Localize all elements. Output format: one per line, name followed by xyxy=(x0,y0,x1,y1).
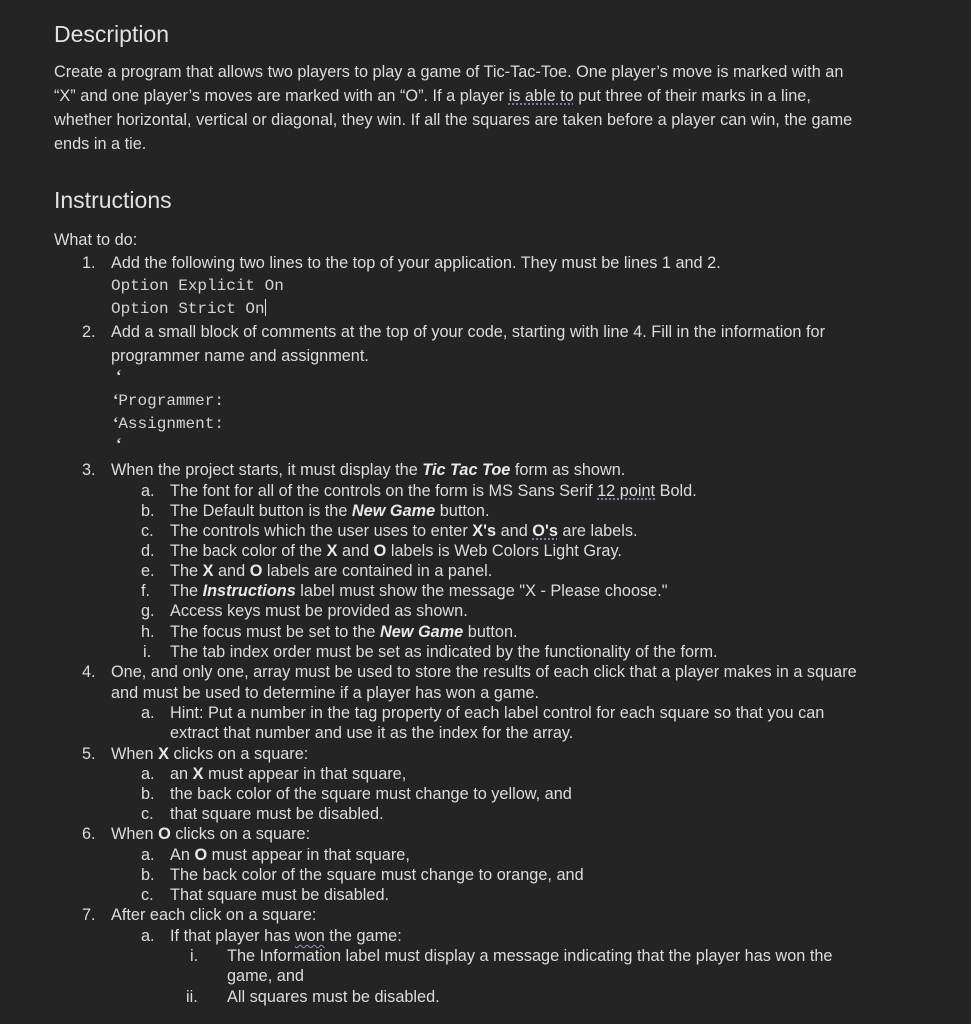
what-to-do: What to do: xyxy=(54,231,138,249)
desc-line-1: Create a program that allows two players to play a game of Tic-Tac-Toe. One player’s move is marked with an xyxy=(54,63,844,81)
step3-c-text: The controls which the user uses to enter X's and O's are labels. xyxy=(170,522,638,540)
description-heading: Description xyxy=(54,21,170,47)
step1-code-2: Option Strict On xyxy=(111,300,265,318)
step5-a-text: an X must appear in that square, xyxy=(170,765,407,783)
step3-e-label: e. xyxy=(141,562,155,580)
step4-line-1: One, and only one, array must be used to store the results of each click that a player makes in a square xyxy=(111,663,857,681)
step3-h-text: The focus must be set to the New Game button. xyxy=(170,623,518,641)
step5-a-label: a. xyxy=(141,765,155,783)
step3-num: 3. xyxy=(82,461,96,479)
step7-ii-text: All squares must be disabled. xyxy=(227,988,440,1006)
step3-a-label: a. xyxy=(141,482,155,500)
step5-num: 5. xyxy=(82,745,96,763)
step2-tick-2: ‘ xyxy=(116,434,122,453)
step5-b-label: b. xyxy=(141,785,155,803)
step7-a-label: a. xyxy=(141,927,155,945)
step6-a-label: a. xyxy=(141,846,155,864)
step3-f-text: The Instructions label must show the message "X - Please choose." xyxy=(170,582,668,600)
step3-c-label: c. xyxy=(141,522,154,540)
step3-h-label: h. xyxy=(141,623,155,641)
step6-a-text: An O must appear in that square, xyxy=(170,846,410,864)
step3-g-label: g. xyxy=(141,602,155,620)
step7-i-label: i. xyxy=(190,947,199,965)
step6-c-label: c. xyxy=(141,886,154,904)
step1-code-1: Option Explicit On xyxy=(111,277,284,295)
step3-b-text: The Default button is the New Game button. xyxy=(170,502,490,520)
step2-comment-1: ‘Programmer: xyxy=(113,392,224,410)
step5-c-text: that square must be disabled. xyxy=(170,805,384,823)
step5-c-label: c. xyxy=(141,805,154,823)
step3-d-label: d. xyxy=(141,542,155,560)
step3-b-label: b. xyxy=(141,502,155,520)
step6-text: When O clicks on a square: xyxy=(111,825,311,843)
step7-i-line-1: The Information label must display a message indicating that the player has won the xyxy=(227,947,833,965)
step7-ii-label: ii. xyxy=(186,988,198,1006)
step5-b-text: the back color of the square must change to yellow, and xyxy=(170,785,572,803)
step6-num: 6. xyxy=(82,825,96,843)
desc-line-3: whether horizontal, vertical or diagonal, they win. If all the squares are taken before a player can win, the game xyxy=(54,111,853,129)
step1-num: 1. xyxy=(82,254,96,272)
desc-line-4: ends in a tie. xyxy=(54,135,147,153)
step2-tick-1: ‘ xyxy=(116,366,122,385)
step3-text: When the project starts, it must display the Tic Tac Toe form as shown. xyxy=(111,461,626,479)
step2-line-1: Add a small block of comments at the top of your code, starting with line 4. Fill in the information for xyxy=(111,323,825,341)
step6-b-label: b. xyxy=(141,866,155,884)
step4-a-line-1: Hint: Put a number in the tag property of each label control for each square so that you can xyxy=(170,704,825,722)
step2-num: 2. xyxy=(82,323,96,341)
text-cursor xyxy=(265,299,266,316)
step1-text: Add the following two lines to the top of your application. They must be lines 1 and 2. xyxy=(111,254,721,272)
step3-g-text: Access keys must be provided as shown. xyxy=(170,602,468,620)
step3-e-text: The X and O labels are contained in a panel. xyxy=(170,562,493,580)
step4-line-2: and must be used to determine if a player has won a game. xyxy=(111,684,540,702)
step4-a-label: a. xyxy=(141,704,155,722)
step7-a-text: If that player has won the game: xyxy=(170,927,402,945)
desc-line-2: “X” and one player’s moves are marked with an “O”. If a player is able to put three of their marks in a line, xyxy=(54,87,811,105)
desc-squiggle-text: is able to xyxy=(508,87,574,105)
step3-f-label: f. xyxy=(141,582,151,600)
step7-text: After each click on a square: xyxy=(111,906,317,924)
step5-text: When X clicks on a square: xyxy=(111,745,309,763)
step3-i-text: The tab index order must be set as indicated by the functionality of the form. xyxy=(170,643,718,661)
step7-i-line-2: game, and xyxy=(227,967,304,985)
step7-num: 7. xyxy=(82,906,96,924)
step6-c-text: That square must be disabled. xyxy=(170,886,390,904)
step3-i-label: i. xyxy=(143,643,152,661)
step4-num: 4. xyxy=(82,663,96,681)
step4-a-line-2: extract that number and use it as the index for the array. xyxy=(170,724,574,742)
step3-d-text: The back color of the X and O labels is Web Colors Light Gray. xyxy=(170,542,622,560)
step6-b-text: The back color of the square must change to orange, and xyxy=(170,866,584,884)
instructions-heading: Instructions xyxy=(54,187,172,213)
step2-line-2: programmer name and assignment. xyxy=(111,347,369,365)
step3-a-text: The font for all of the controls on the form is MS Sans Serif 12 point Bold. xyxy=(170,482,697,500)
step2-comment-2: ‘Assignment: xyxy=(113,415,224,433)
